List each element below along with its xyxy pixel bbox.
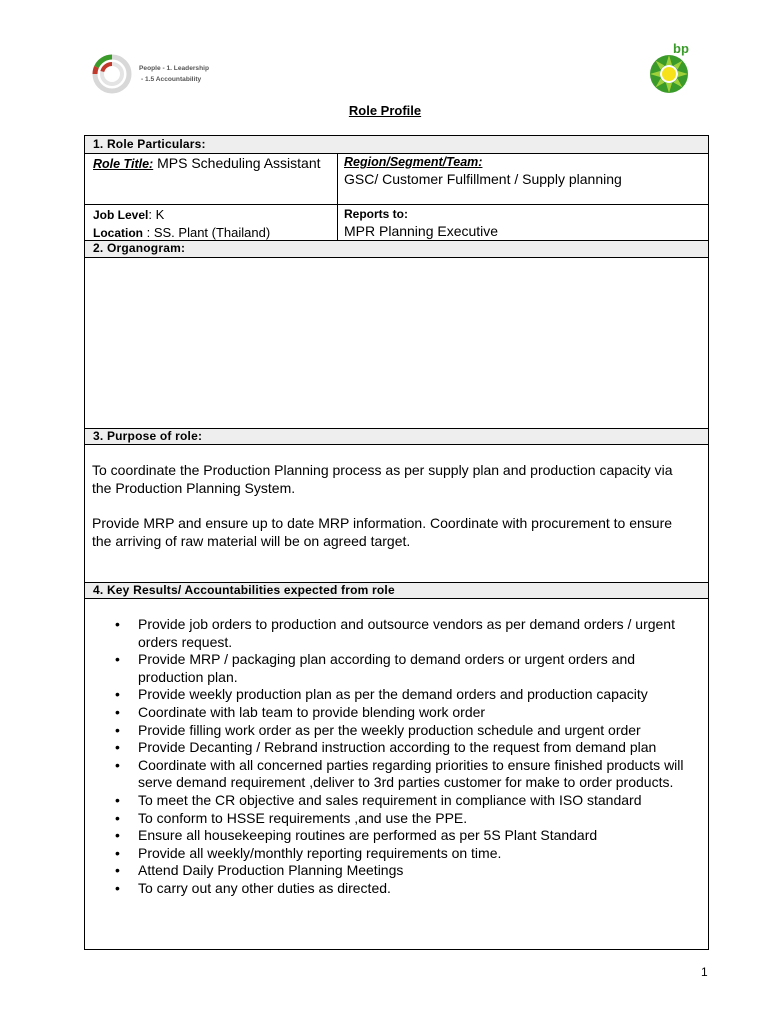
- region-cell: [344, 154, 704, 188]
- list-item: • Provide job orders to production and outsource vendors as per demand orders / urgent orders request.: [115, 616, 675, 650]
- bullet-icon: •: [115, 703, 120, 720]
- bullet-icon: •: [115, 827, 120, 844]
- purpose-paragraph-2: Provide MRP and ensure up to date MRP information. Coordinate with procurement to ensure the arriving of raw material will be on agreed target.: [92, 515, 673, 549]
- section3-heading: 3. Purpose of role:: [93, 429, 203, 443]
- bullet-icon: •: [115, 809, 120, 826]
- document-title: Role Profile: [348, 103, 422, 118]
- list-item: • Provide all weekly/monthly reporting requirements on time.: [115, 844, 502, 861]
- bullet-icon: •: [115, 879, 120, 896]
- list-item: • To meet the CR objective and sales requirement in compliance with ISO standard: [115, 791, 642, 808]
- bullet-icon: •: [115, 791, 120, 808]
- job-level-value: : K: [148, 207, 165, 222]
- reports-to-cell: [344, 206, 704, 240]
- bullet-icon: •: [115, 616, 120, 632]
- people-line-1: People - 1. Leadership: [139, 65, 209, 72]
- role-profile-table: [84, 135, 709, 950]
- reports-to-value: MPR Planning Executive: [344, 223, 499, 239]
- reports-to-label: Reports to:: [344, 207, 408, 221]
- purpose-paragraph-1: To coordinate the Production Planning process as per supply plan and production capacity via the Production Planning System.: [92, 462, 673, 496]
- list-item: • To conform to HSSE requirements ,and use the PPE.: [115, 809, 468, 826]
- key-results-list: [85, 616, 705, 898]
- people-leadership-text: [139, 63, 209, 85]
- list-item: • Coordinate with lab team to provide blending work order: [115, 703, 486, 720]
- role-title-value: MPS Scheduling Assistant: [157, 155, 321, 171]
- bullet-icon: •: [115, 756, 120, 773]
- region-label: Region/Segment/Team:: [344, 155, 483, 169]
- list-item: • Provide filling work order as per the weekly production schedule and urgent order: [115, 721, 641, 738]
- bp-logo: [646, 40, 692, 96]
- list-item: • Provide Decanting / Rebrand instruction according to the request from demand plan: [115, 739, 657, 756]
- location-value: : SS. Plant (Thailand): [143, 225, 271, 240]
- job-level-label: Job Level: [93, 208, 149, 222]
- bullet-icon: •: [115, 721, 120, 738]
- page-number: 1: [701, 965, 708, 979]
- organogram-area: [85, 258, 708, 428]
- bullet-icon: •: [115, 739, 120, 756]
- list-item: • Attend Daily Production Planning Meetings: [115, 862, 404, 879]
- location-label: Location: [93, 226, 143, 240]
- bullet-icon: •: [115, 651, 120, 668]
- bullet-icon: •: [115, 862, 120, 879]
- job-level-cell: [93, 206, 333, 242]
- list-item: • Provide MRP / packaging plan according to demand orders or urgent orders and production plan.: [115, 651, 636, 685]
- list-item: • Coordinate with all concerned parties regarding priorities to ensure finished products will serve demand requirement ,deliver to 3rd parties customer for make to order products.: [115, 756, 684, 791]
- role-title-cell: [93, 155, 333, 173]
- list-item: • To carry out any other duties as directed.: [115, 879, 391, 896]
- list-item: • Provide weekly production plan as per the demand orders and production capacity: [115, 686, 648, 703]
- bp-wordmark: bp: [673, 41, 689, 56]
- section1-heading: 1. Role Particulars:: [93, 137, 206, 151]
- bullet-icon: •: [115, 844, 120, 861]
- section4-heading: 4. Key Results/ Accountabilities expected from role: [93, 583, 395, 597]
- region-value: GSC/ Customer Fulfillment / Supply planning: [344, 171, 622, 187]
- people-line-2: - 1.5 Accountability: [141, 76, 202, 83]
- list-item: • Ensure all housekeeping routines are performed as per 5S Plant Standard: [115, 827, 598, 844]
- section2-heading: 2. Organogram:: [93, 241, 186, 255]
- role-title-label: Role Title:: [93, 157, 154, 171]
- people-leadership-logo: [92, 54, 132, 94]
- bullet-icon: •: [115, 686, 120, 703]
